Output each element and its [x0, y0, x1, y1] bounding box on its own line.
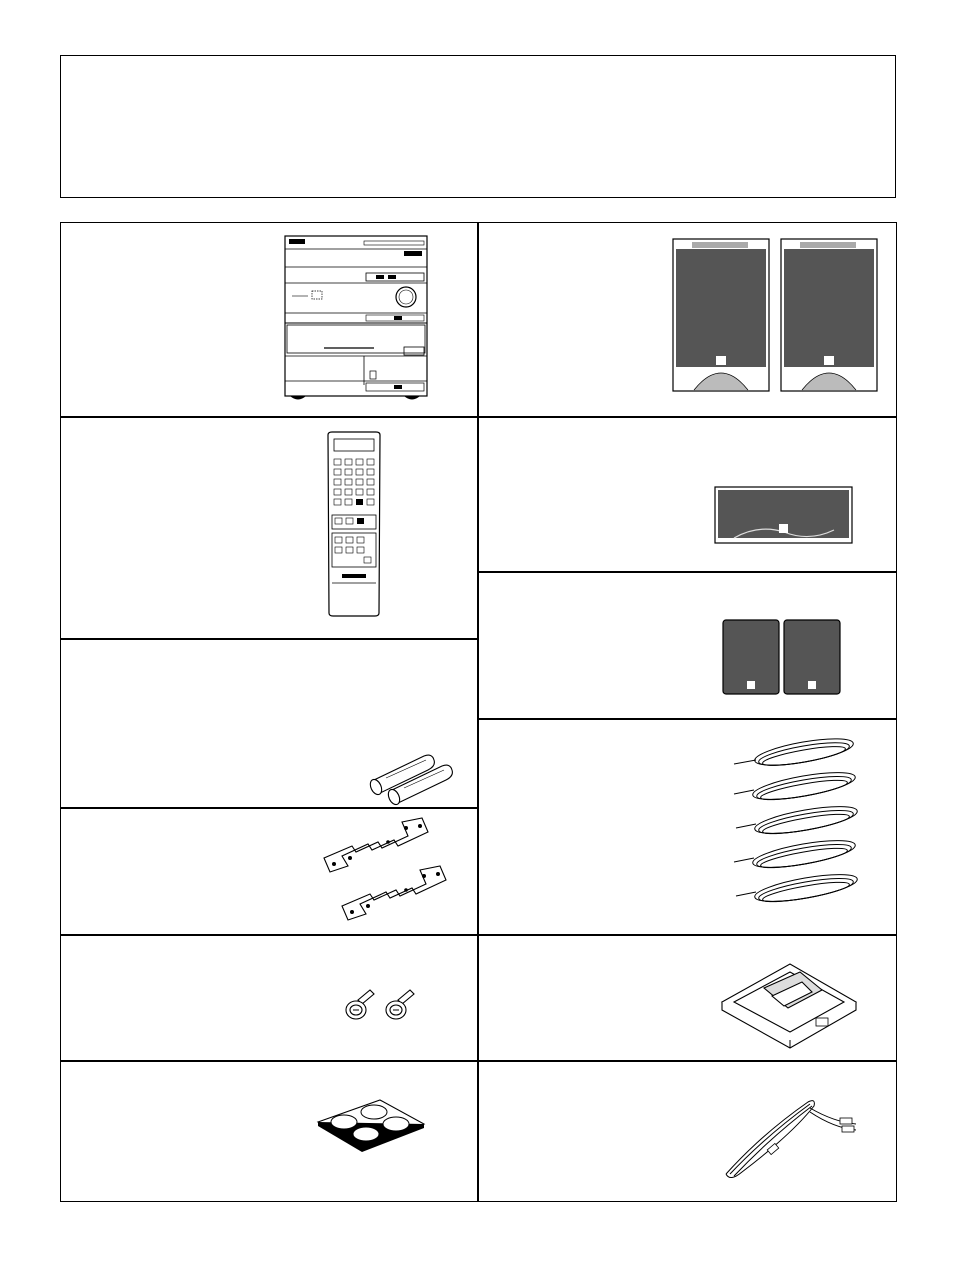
- brackets-icon: [322, 818, 442, 924]
- notice-box: [60, 55, 896, 198]
- front-speakers-icon: [672, 238, 880, 392]
- fm-antenna-icon: [722, 1094, 862, 1184]
- center-speaker-icon: [714, 486, 854, 544]
- speaker-cords-icon: [732, 734, 868, 912]
- pads-icon: [316, 1098, 426, 1154]
- remote-control-icon: [324, 431, 384, 617]
- main-unit-icon: [284, 235, 428, 405]
- rear-speakers-icon: [722, 619, 842, 695]
- am-loop-antenna-icon: [720, 962, 858, 1050]
- batteries-icon: [366, 748, 458, 800]
- screws-icon: [344, 988, 422, 1022]
